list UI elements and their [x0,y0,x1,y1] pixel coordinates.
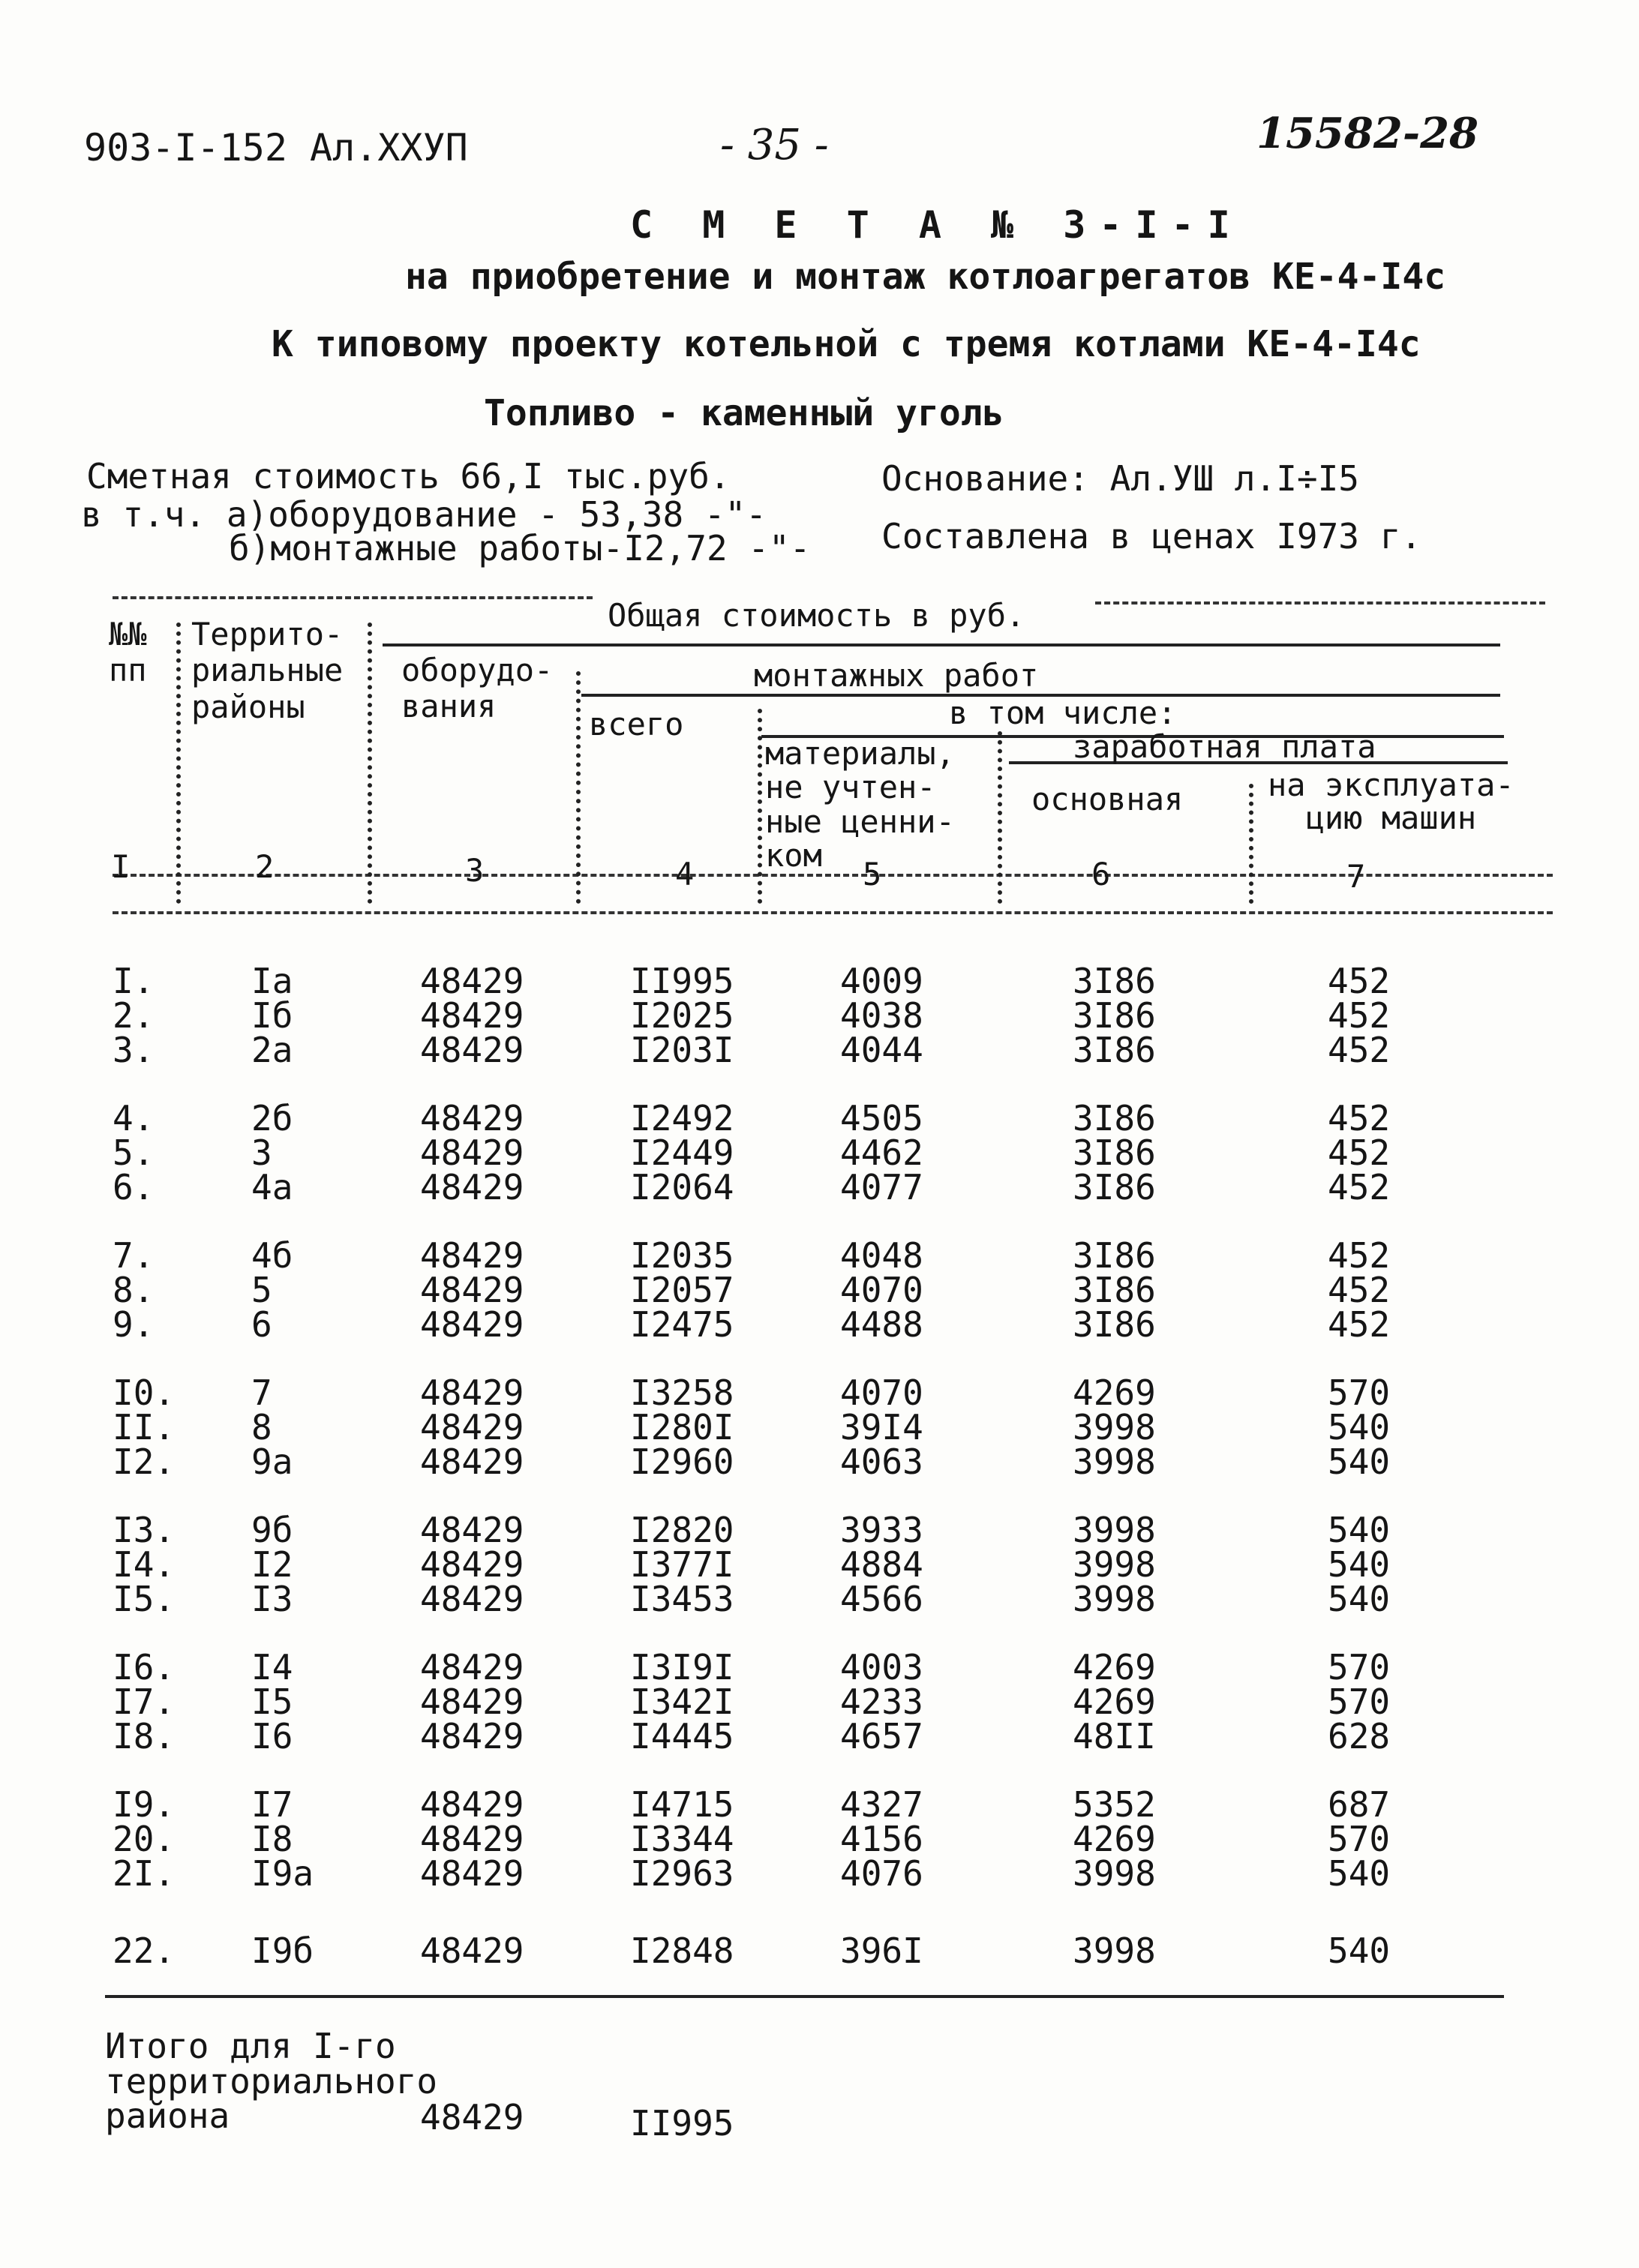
cell-mounting-total: I3258 [630,1372,734,1413]
fuel-line: Топливо - каменный уголь [484,392,1004,434]
cell-materials: 4003 [840,1647,923,1688]
cell-mounting-total: I2820 [630,1510,734,1550]
col-sep-2 [368,622,372,904]
cell-mounting-total: I2963 [630,1853,734,1894]
col-sep-1 [176,622,181,904]
cell-number: I7. [113,1682,176,1722]
cell-basic-wage: 4269 [1073,1682,1156,1722]
cell-mounting-total: I2848 [630,1930,734,1971]
cell-basic-wage: 3998 [1073,1442,1156,1482]
cell-materials: 396I [840,1930,923,1971]
cell-region: I6 [251,1716,293,1756]
cell-basic-wage: 48II [1073,1716,1156,1756]
cell-basic-wage: 3998 [1073,1579,1156,1619]
cell-region: Iб [251,995,293,1036]
cell-region: I9а [251,1853,314,1894]
cell-equipment: 48429 [420,1853,524,1894]
cell-basic-wage: 3998 [1073,1407,1156,1448]
cell-number: I2. [113,1442,176,1482]
col-header-machine-wage: на эксплуата- цию машин [1268,766,1514,837]
cell-number: I3. [113,1510,176,1550]
cell-equipment: 48429 [420,1930,524,1971]
cell-mounting-total: I4715 [630,1784,734,1825]
cell-basic-wage: 3I86 [1073,995,1156,1036]
cell-equipment: 48429 [420,961,524,1001]
cell-machine-wage: 452 [1328,1132,1391,1173]
cell-equipment: 48429 [420,1235,524,1276]
cell-region: I2 [251,1544,293,1585]
cell-materials: 4077 [840,1167,923,1208]
cell-materials: 4505 [840,1098,923,1138]
cell-machine-wage: 452 [1328,1235,1391,1276]
cell-region: I3 [251,1579,293,1619]
cell-region: 3 [251,1132,272,1173]
cell-materials: 4038 [840,995,923,1036]
cell-basic-wage: 4269 [1073,1647,1156,1688]
cell-materials: 39I4 [840,1407,923,1448]
doc-number: 15582-28 [1256,109,1478,158]
cell-mounting-total: I342I [630,1682,734,1722]
header-rule-total [383,644,1500,646]
cell-number: 6. [113,1167,155,1208]
cell-mounting-total: I203I [630,1030,734,1070]
col-num-6: 6 [1091,856,1111,892]
cell-number: 22. [113,1930,176,1971]
cell-machine-wage: 570 [1328,1682,1391,1722]
cell-basic-wage: 3I86 [1073,961,1156,1001]
price-level: Составлена в ценах I973 г. [881,516,1422,556]
cell-equipment: 48429 [420,1647,524,1688]
cell-number: I5. [113,1579,176,1619]
cell-materials: 4048 [840,1235,923,1276]
cell-equipment: 48429 [420,1372,524,1413]
cell-number: II. [113,1407,176,1448]
cell-equipment: 48429 [420,1098,524,1138]
cell-materials: 4488 [840,1304,923,1345]
page-number: - 35 - [720,121,829,170]
cell-region: 2б [251,1098,293,1138]
cell-mounting-total: II995 [630,961,734,1001]
cell-equipment: 48429 [420,1442,524,1482]
cell-basic-wage: 5352 [1073,1784,1156,1825]
col-sep-5 [998,731,1002,904]
cell-materials: 4327 [840,1784,923,1825]
cell-basic-wage: 3I86 [1073,1132,1156,1173]
col-header-including: в том числе: [949,694,1177,731]
included-mounting: б)монтажные работы-I2,72 -"- [229,528,811,568]
col-header-equipment: оборудо- вания [401,652,554,725]
cell-machine-wage: 540 [1328,1544,1391,1585]
cell-region: I9б [251,1930,314,1971]
cell-region: 5 [251,1270,272,1310]
col-header-all: всего [589,706,684,742]
cell-basic-wage: 3I86 [1073,1235,1156,1276]
table-bottom-rule [105,1995,1504,1998]
cell-mounting-total: I2035 [630,1235,734,1276]
cell-materials: 4070 [840,1372,923,1413]
col-sep-3 [576,671,581,904]
cell-equipment: 48429 [420,1544,524,1585]
cell-mounting-total: I3I9I [630,1647,734,1688]
cell-number: 3. [113,1030,155,1070]
cell-materials: 4076 [840,1853,923,1894]
col-header-basic-wage: основная [1031,781,1184,818]
header-top-rule-left [113,596,593,599]
cell-region: 2а [251,1030,293,1070]
cell-machine-wage: 628 [1328,1716,1391,1756]
cell-materials: 3933 [840,1510,923,1550]
cell-equipment: 48429 [420,1132,524,1173]
cell-mounting-total: I4445 [630,1716,734,1756]
cell-mounting-total: I2057 [630,1270,734,1310]
included-equipment: в т.ч. а)оборудование - 53,38 -"- [81,494,767,535]
basis: Основание: Ал.УШ л.I÷I5 [881,458,1359,499]
estimate-title: С М Е Т А № 3-I-I [630,203,1244,247]
cell-materials: 4044 [840,1030,923,1070]
cell-equipment: 48429 [420,1030,524,1070]
cell-equipment: 48429 [420,1819,524,1859]
cell-basic-wage: 4269 [1073,1372,1156,1413]
cell-equipment: 48429 [420,1716,524,1756]
cell-basic-wage: 3I86 [1073,1304,1156,1345]
cell-region: I5 [251,1682,293,1722]
cell-equipment: 48429 [420,1304,524,1345]
cell-basic-wage: 3998 [1073,1510,1156,1550]
cell-number: 20. [113,1819,176,1859]
cell-machine-wage: 452 [1328,995,1391,1036]
header-top-rule-right [1095,602,1545,604]
cell-number: I4. [113,1544,176,1585]
cell-region: 4б [251,1235,293,1276]
total-label-line2: территориального [105,2061,438,2102]
project-line: К типовому проекту котельной с тремя котлами КЕ-4-I4с [272,323,1421,365]
col-num-2: 2 [255,848,275,885]
col-header-wages: заработная плата [1073,728,1376,765]
total-mounting: II995 [630,2103,734,2144]
cell-equipment: 48429 [420,1270,524,1310]
cell-basic-wage: 3I86 [1073,1270,1156,1310]
cell-machine-wage: 540 [1328,1407,1391,1448]
col-header-region: Террито- риальные районы [191,616,344,725]
col-header-number: №№ пп [109,616,147,689]
cell-number: 5. [113,1132,155,1173]
cell-number: I0. [113,1372,176,1413]
cell-materials: 4566 [840,1579,923,1619]
cell-number: I8. [113,1716,176,1756]
cell-machine-wage: 452 [1328,1167,1391,1208]
cell-number: I9. [113,1784,176,1825]
cell-machine-wage: 452 [1328,1304,1391,1345]
cell-machine-wage: 570 [1328,1819,1391,1859]
col-header-materials: материалы, не учтен- ные ценни- ком [765,735,955,874]
cell-machine-wage: 452 [1328,961,1391,1001]
cell-number: 7. [113,1235,155,1276]
cell-region: 9а [251,1442,293,1482]
cell-mounting-total: I2064 [630,1167,734,1208]
cell-region: I7 [251,1784,293,1825]
cell-number: I. [113,961,155,1001]
cell-mounting-total: I2449 [630,1132,734,1173]
cell-equipment: 48429 [420,1407,524,1448]
cell-mounting-total: I377I [630,1544,734,1585]
cell-number: 4. [113,1098,155,1138]
cell-region: 6 [251,1304,272,1345]
col-sep-6 [1249,784,1253,904]
cell-number: I6. [113,1647,176,1688]
cell-machine-wage: 452 [1328,1030,1391,1070]
cell-equipment: 48429 [420,1784,524,1825]
cell-region: 9б [251,1510,293,1550]
estimate-subtitle: на приобретение и монтаж котлоагрегатов КЕ-4-I4с [405,256,1446,298]
cell-machine-wage: 540 [1328,1853,1391,1894]
col-sep-4 [758,709,762,904]
col-num-1: I [111,848,131,885]
cell-region: I4 [251,1647,293,1688]
cell-materials: 4233 [840,1682,923,1722]
total-equipment: 48429 [420,2097,524,2138]
cell-mounting-total: I3344 [630,1819,734,1859]
cell-mounting-total: I2492 [630,1098,734,1138]
cell-region: 7 [251,1372,272,1413]
cell-basic-wage: 3I86 [1073,1030,1156,1070]
cell-machine-wage: 452 [1328,1098,1391,1138]
cell-materials: 4657 [840,1716,923,1756]
cell-number: 2I. [113,1853,176,1894]
cell-mounting-total: I280I [630,1407,734,1448]
cell-mounting-total: I2475 [630,1304,734,1345]
cell-equipment: 48429 [420,1510,524,1550]
cell-region: 4а [251,1167,293,1208]
cell-basic-wage: 4269 [1073,1819,1156,1859]
cell-region: 8 [251,1407,272,1448]
cell-machine-wage: 540 [1328,1442,1391,1482]
header-num-rule [113,874,1553,877]
cell-number: 2. [113,995,155,1036]
col-header-total-cost: Общая стоимость в руб. [608,597,1025,634]
cell-materials: 4462 [840,1132,923,1173]
cell-materials: 4884 [840,1544,923,1585]
cell-materials: 4009 [840,961,923,1001]
cell-machine-wage: 540 [1328,1579,1391,1619]
col-num-7: 7 [1346,858,1366,895]
cell-machine-wage: 687 [1328,1784,1391,1825]
cell-basic-wage: 3998 [1073,1544,1156,1585]
cell-basic-wage: 3998 [1073,1853,1156,1894]
cell-mounting-total: I3453 [630,1579,734,1619]
cell-equipment: 48429 [420,995,524,1036]
col-header-mounting: монтажных работ [754,657,1039,694]
header-bottom-rule [113,911,1553,914]
doc-code: 903-I-152 Ал.XXУП [84,126,468,170]
cell-machine-wage: 540 [1328,1510,1391,1550]
cell-machine-wage: 570 [1328,1372,1391,1413]
estimated-cost: Сметная стоимость 66,I тыс.руб. [86,456,731,496]
cell-machine-wage: 452 [1328,1270,1391,1310]
cell-basic-wage: 3I86 [1073,1098,1156,1138]
total-label-line1: Итого для I-го [105,2026,396,2066]
cell-materials: 4063 [840,1442,923,1482]
cell-machine-wage: 540 [1328,1930,1391,1971]
total-label-line3: района [105,2096,230,2136]
cell-region: Iа [251,961,293,1001]
col-num-5: 5 [863,856,882,892]
cell-basic-wage: 3998 [1073,1930,1156,1971]
cell-region: I8 [251,1819,293,1859]
cell-number: 9. [113,1304,155,1345]
col-num-4: 4 [675,856,695,892]
cell-equipment: 48429 [420,1579,524,1619]
cell-mounting-total: I2960 [630,1442,734,1482]
cell-machine-wage: 570 [1328,1647,1391,1688]
cell-mounting-total: I2025 [630,995,734,1036]
col-num-3: 3 [465,852,485,889]
cell-equipment: 48429 [420,1167,524,1208]
cell-number: 8. [113,1270,155,1310]
cell-materials: 4070 [840,1270,923,1310]
cell-basic-wage: 3I86 [1073,1167,1156,1208]
cell-materials: 4156 [840,1819,923,1859]
cell-equipment: 48429 [420,1682,524,1722]
